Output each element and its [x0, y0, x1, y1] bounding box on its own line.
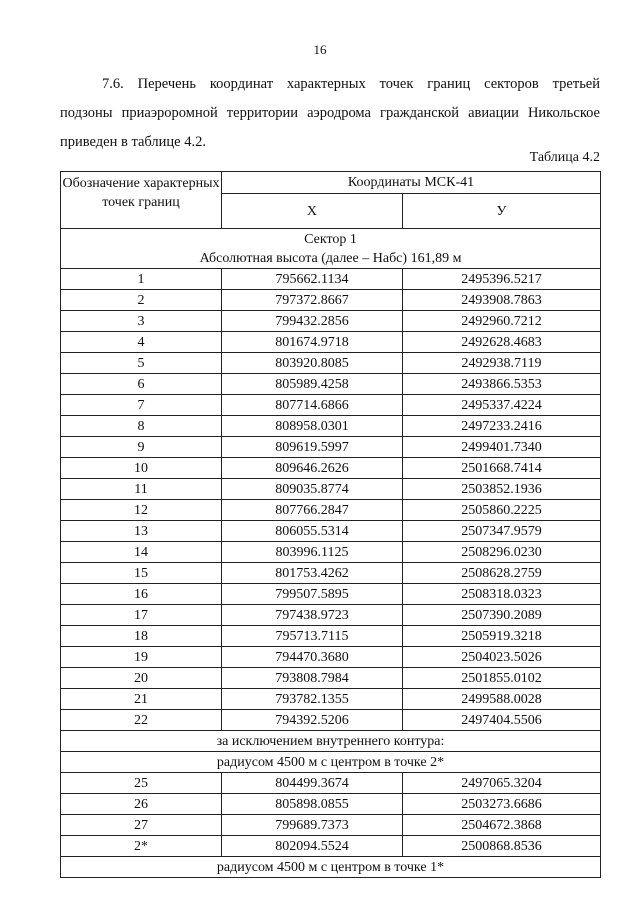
coord-y: 2501855.0102: [402, 668, 600, 689]
coord-y: 2499588.0028: [402, 689, 600, 710]
point-number: 19: [61, 647, 222, 668]
coord-x: 799689.7373: [222, 815, 403, 836]
point-number: 1: [61, 269, 222, 290]
table-row: [61, 794, 601, 815]
table-row: [61, 416, 601, 437]
point-number: 27: [61, 815, 222, 836]
point-number: 3: [61, 311, 222, 332]
coord-y: 2508296.0230: [402, 542, 600, 563]
coord-x: 793782.1355: [222, 689, 403, 710]
table-row: [61, 374, 601, 395]
coord-y: 2507347.9579: [402, 521, 600, 542]
coord-x: 797438.9723: [222, 605, 403, 626]
table-row: [61, 584, 601, 605]
table-row: [61, 626, 601, 647]
section-header: [61, 229, 601, 269]
coord-y: 2497404.5506: [402, 710, 600, 731]
coord-x: 793808.7984: [222, 668, 403, 689]
header-designation: Обозначение характерных точек границ: [61, 172, 222, 229]
coord-y: 2503273.6686: [402, 794, 600, 815]
coord-x: 806055.5314: [222, 521, 403, 542]
coord-x: 807714.6866: [222, 395, 403, 416]
exclusion-note: за исключением внутреннего контура:: [61, 731, 601, 752]
section-subtitle: Абсолютная высота (далее – Набс) 161,89 м: [199, 250, 462, 266]
coord-y: 2505860.2225: [402, 500, 600, 521]
table-row: [61, 563, 601, 584]
table-row: [61, 710, 601, 731]
point-number: 26: [61, 794, 222, 815]
table-row: [61, 353, 601, 374]
coord-x: 809619.5997: [222, 437, 403, 458]
coord-x: 809035.8774: [222, 479, 403, 500]
coord-y: 2504672.3868: [402, 815, 600, 836]
point-number: 4: [61, 332, 222, 353]
table-row: [61, 500, 601, 521]
coord-y: 2503852.1936: [402, 479, 600, 500]
point-number: 14: [61, 542, 222, 563]
coord-y: 2497065.3204: [402, 773, 600, 794]
page-number: 16: [313, 42, 327, 57]
radius-note: радиусом 4500 м с центром в точке 1*: [61, 857, 601, 878]
point-number: 2: [61, 290, 222, 311]
coord-y: 2495396.5217: [402, 269, 600, 290]
table-row: [61, 752, 601, 773]
table-row: [61, 332, 601, 353]
table-row: [61, 479, 601, 500]
coord-x: 805989.4258: [222, 374, 403, 395]
point-number: 8: [61, 416, 222, 437]
table-row: [61, 605, 601, 626]
table-row: [61, 815, 601, 836]
coord-y: 2508628.2759: [402, 563, 600, 584]
point-number: 22: [61, 710, 222, 731]
point-number: 17: [61, 605, 222, 626]
intro-line-1: 7.6. Перечень координат характерных точек границ секторов третьей: [102, 76, 600, 92]
table-row: [61, 857, 601, 878]
point-number: 13: [61, 521, 222, 542]
table-row: [61, 731, 601, 752]
coord-x: 794470.3680: [222, 647, 403, 668]
coord-y: 2508318.0323: [402, 584, 600, 605]
coord-y: 2500868.8536: [402, 836, 600, 857]
coord-y: 2505919.3218: [402, 626, 600, 647]
table-row: [61, 269, 601, 290]
coord-y: 2495337.4224: [402, 395, 600, 416]
coord-y: 2492960.7212: [402, 311, 600, 332]
table-row: [61, 647, 601, 668]
coord-y: 2499401.7340: [402, 437, 600, 458]
coord-x: 808958.0301: [222, 416, 403, 437]
point-number: 15: [61, 563, 222, 584]
coordinates-table: [60, 171, 601, 878]
coord-x: 795713.7115: [222, 626, 403, 647]
coord-y: 2501668.7414: [402, 458, 600, 479]
coord-x: 805898.0855: [222, 794, 403, 815]
intro-paragraph: [60, 70, 600, 157]
table-row: [61, 311, 601, 332]
intro-line-3: приведен в таблице 4.2.: [60, 134, 206, 150]
coord-x: 807766.2847: [222, 500, 403, 521]
point-number: 6: [61, 374, 222, 395]
table-row: [61, 773, 601, 794]
point-number: 7: [61, 395, 222, 416]
coord-x: 802094.5524: [222, 836, 403, 857]
coord-y: 2504023.5026: [402, 647, 600, 668]
coord-y: 2492938.7119: [402, 353, 600, 374]
coord-y: 2507390.2089: [402, 605, 600, 626]
header-coordinates: Координаты МСК-41: [222, 172, 601, 194]
coord-y: 2492628.4683: [402, 332, 600, 353]
header-y: У: [402, 194, 600, 229]
table-row: [61, 542, 601, 563]
table-row: [61, 668, 601, 689]
coord-x: 801753.4262: [222, 563, 403, 584]
coord-y: 2493908.7863: [402, 290, 600, 311]
point-number: 2*: [61, 836, 222, 857]
radius-note: радиусом 4500 м с центром в точке 2*: [61, 752, 601, 773]
table-row: [61, 836, 601, 857]
section-title: Сектор 1: [304, 231, 357, 247]
point-number: 10: [61, 458, 222, 479]
point-number: 5: [61, 353, 222, 374]
table-row: [61, 521, 601, 542]
coord-x: 799507.5895: [222, 584, 403, 605]
coord-y: 2493866.5353: [402, 374, 600, 395]
table-row: [61, 689, 601, 710]
point-number: 11: [61, 479, 222, 500]
point-number: 9: [61, 437, 222, 458]
coord-x: 797372.8667: [222, 290, 403, 311]
point-number: 25: [61, 773, 222, 794]
table-row: [61, 458, 601, 479]
coord-x: 795662.1134: [222, 269, 403, 290]
coord-x: 809646.2626: [222, 458, 403, 479]
point-number: 20: [61, 668, 222, 689]
point-number: 12: [61, 500, 222, 521]
header-x: Х: [222, 194, 403, 229]
table-caption: Таблица 4.2: [529, 150, 600, 165]
point-number: 21: [61, 689, 222, 710]
coord-x: 803920.8085: [222, 353, 403, 374]
coord-x: 803996.1125: [222, 542, 403, 563]
coord-x: 804499.3674: [222, 773, 403, 794]
coord-x: 799432.2856: [222, 311, 403, 332]
coord-x: 794392.5206: [222, 710, 403, 731]
coord-y: 2497233.2416: [402, 416, 600, 437]
intro-line-2: подзоны приаэроромной территории аэродрома гражданской авиации Никольское: [60, 105, 600, 121]
point-number: 16: [61, 584, 222, 605]
table-row: [61, 290, 601, 311]
table-row: [61, 395, 601, 416]
point-number: 18: [61, 626, 222, 647]
table-row: [61, 437, 601, 458]
coord-x: 801674.9718: [222, 332, 403, 353]
